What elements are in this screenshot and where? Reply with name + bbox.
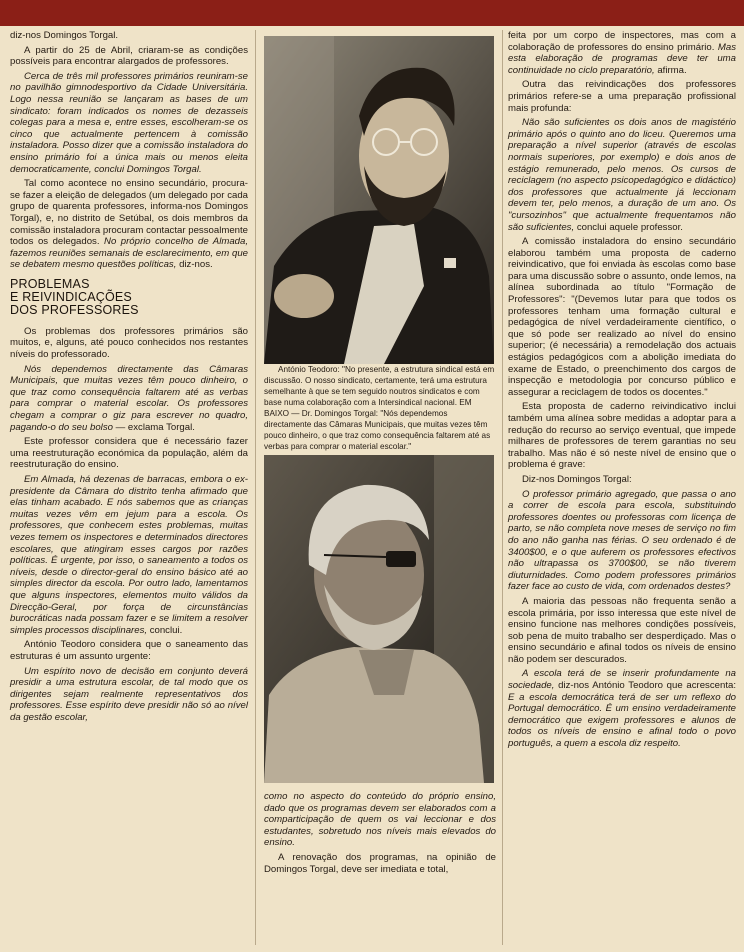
paragraph [10, 364, 248, 434]
paragraph [508, 668, 736, 749]
paragraph: A partir do 25 de Abril, criaram-se as condições possíveis para encontrar alargados de professores. [10, 44, 248, 68]
photo-antonio-teodoro [264, 36, 494, 364]
text: conclui aquele professor. [576, 221, 683, 233]
paragraph: A renovação dos programas, na opinião de Domingos Torgal, deve ser imediata e total, [264, 851, 496, 875]
paragraph-quote: como no aspecto do conteúdo do próprio ensino, dado que os programas devem ser elaborados com a comparticipação de quem os vai leccionar e dos estudantes, sobretudo nos níveis mais elevados do ensino. [264, 791, 496, 849]
paragraph [10, 178, 248, 271]
quote: No próprio concelho de Almada, fazemos reuniões semanais de esclarecimento, em que se debatem mesmo questões políticas, [10, 236, 248, 271]
quote: Não são suficientes os dois anos de magistério primário após o quinto ano do liceu. Queremos uma preparação a nível superior (através de escolas normais superiores, por exemplo) e dois anos de estágio remunerado, pelo menos. Os cursos de reciclagem (no aspecto psicopedagógico e didáctico) dos professores que actualmente já leccionam devem ter, pelo menos, a duração de um ano. Os "cursozinhos" que actualmente frequentamos não são suficientes, [508, 117, 736, 233]
section-heading: PROBLEMAS E REIVINDICAÇÕES DOS PROFESSORES [10, 276, 139, 317]
column-1 [10, 30, 248, 726]
column-divider [255, 30, 256, 945]
paragraph: A comissão instaladora do ensino secundário elaborou também uma proposta de caderno reivindicativo, que foi enviada às escolas como base para uma discussão sobre o assunto, onde lemos, na alínea subordinada ao título "Formação de Professores": "(Devemos lutar para que todos os professores tenham uma formação cultural e pedagógica de nível verdadeiramente científico, o que só pode ser realizado ao nível do ensino superior; (é necessária) a remodelação dos actuais estágios pedagógicos com a abolição imediata do exame de Estado, o preenchimento dos cargos de inspecção e metodologia por concurso público e assegurar a reciclagem de todos os docentes." [508, 236, 736, 398]
paragraph-quote: Um espírito novo de decisão em conjunto deverá presidir a uma estrutura escolar, de tal modo que os dirigentes sejam realmente representativos dos professores. Esse espírito deve presidir não só ao nível da gestão escolar, [10, 665, 248, 723]
paragraph: A maioria das pessoas não frequenta senão a escola primária, por isso interessa que este nível de ensino funcione nas melhores condições possíveis, sob pena de muito trabalho ser desperdiçado. Mas o ensino secundário e afinal todos os níveis de ensino não podem ser descurados. [508, 595, 736, 665]
paragraph: Diz-nos Domingos Torgal: [522, 473, 632, 485]
page-top-border [0, 0, 744, 26]
column-divider [502, 30, 503, 945]
paragraph [10, 474, 248, 636]
paragraph: diz-nos Domingos Torgal. [10, 30, 119, 41]
photo-caption: António Teodoro: "No presente, a estrutura sindical está em discussão. O nosso sindicato, certamente, terá uma estrutura semelhante à que se tem seguido noutros sindicatos e com base numa colaboração com a Intersindical nacional. EM BAIXO — Dr. Domingos Torgal: "Nós dependemos directamente das Câmaras Municipais, que muitas vezes têm pouco dinheiro, o que traz como consequência faltarem até as verbas para comprar o material escolar." [264, 365, 495, 451]
quote: Em Almada, há dezenas de barracas, embora o ex-presidente da Câmara do distrito tenha afirmado que elas tinham acabado. E nós sabemos que as crianças muitas vezes vêm em jejum para a escola. Os professores, que conhecem estes problemas, muitas vezes temem os inspectores e determinados directores escolares, que atingiram esses cargos por razões políticas. É urgente, por isso, o saneamento a todos os níveis, desde o director-geral do ensino básico até ao simples director da escola. Por outro lado, lamentamos que alguns inspectores, elementos muito válidos da Direcção-Geral, por força de circunstâncias burocráticas nada possam fazer e se limitem a resolver simples processos disciplinares, [10, 474, 248, 636]
portrait-young-man-bearded-icon [264, 36, 494, 364]
paragraph: Outra das reivindicações dos professores primários refere-se a uma preparação profissional mais profunda: [508, 79, 736, 114]
paragraph [508, 30, 736, 76]
text: feita por um corpo de inspectores, mas com a colaboração de professores do ensino primário. [508, 30, 736, 53]
paragraph: Os problemas dos professores primários são muitos, e, alguns, até pouco conhecidos nos restantes níveis do professorado. [10, 325, 248, 361]
quote: Nós dependemos directamente das Câmaras Municipais, que muitas vezes têm pouco dinheiro, o que traz como consequência faltarem até as verbas para comprar o material escolar. Os professores chegam a comprar o giz para escrever no quadro, pagando-o do seu bolso [10, 363, 248, 433]
text: conclui. [149, 624, 183, 636]
quote: A escola terá de se inserir profundamente na sociedade, [508, 668, 736, 692]
quote: E a escola democrática terá de ser um reflexo do Portugal democrático. É um ensino verdadeiramente democrático que exigem professores e alunos de todos os níveis de ensino e afinal todo o povo português, a quem a escola diz respeito. [508, 691, 736, 750]
photo-domingos-torgal [264, 455, 494, 783]
column-3 [508, 30, 736, 753]
text: diz-nos António Teodoro que acrescenta: [558, 680, 736, 692]
paragraph-quote: O professor primário agregado, que passa o ano a correr de escola para escola, substituindo professores doentes ou professoras com licença de parto, se não completa nove meses de serviço no fim do ano não ganha nas férias. O seu ordenado é de 3400$00, e o que auferem os professores efectivos não ultrapassa os 3700$00, se não tiverem diuturnidades. Como podem professores primários fazer face ao custo de vida, com ordenados destes? [508, 488, 736, 593]
paragraph: Esta proposta de caderno reivindicativo inclui também uma alínea sobre medidas a adoptar para a redução do recurso ao serviço eventual, que impede milhares de professores de terem garantias no seu trabalho. Mas não é só neste nível de ensino que o problema é grave: [508, 401, 736, 471]
portrait-older-man-glasses-icon [264, 455, 494, 783]
text: diz-nos. [179, 259, 213, 271]
quote: Mas esta elaboração de programas deve ter uma continuidade no ciclo preparatório, [508, 41, 737, 76]
text: Tal como acontece no ensino secundário, procura-se fazer a eleição de delegados (um delegado por cada grupo de quarenta professores, informa-nos Domingos Torgal), e, no distrito de Setúbal, os dois membros da comissão instaladora procuram contactar pessoalmente todos os delegados. [10, 178, 248, 248]
paragraph-quote: Cerca de três mil professores primários reuniram-se no pavilhão gimnodesportivo da Cidade Universitária. Logo nessa reunião se lançaram as bases de um sindicato: foram indicados os nomes de dezasseis colegas para a mesa e, entre esses, escolheram-se os cinco que actualmente pertencem à comissão instaladora. Posso dizer que a comissão instaladora do ensino primário foi a única mais ou menos eleita democraticamente, conclui Domingos Torgal. [10, 70, 248, 175]
paragraph: António Teodoro considera que o saneamento das estruturas é um assunto urgente: [10, 639, 248, 662]
text: — exclama Torgal. [115, 421, 195, 433]
paragraph: Este professor considera que é necessário fazer uma reestruturação económica da população, além da reestruturação do ensino. [10, 436, 248, 471]
text: afirma. [657, 64, 687, 76]
column-2 [264, 36, 496, 878]
paragraph [508, 117, 736, 233]
